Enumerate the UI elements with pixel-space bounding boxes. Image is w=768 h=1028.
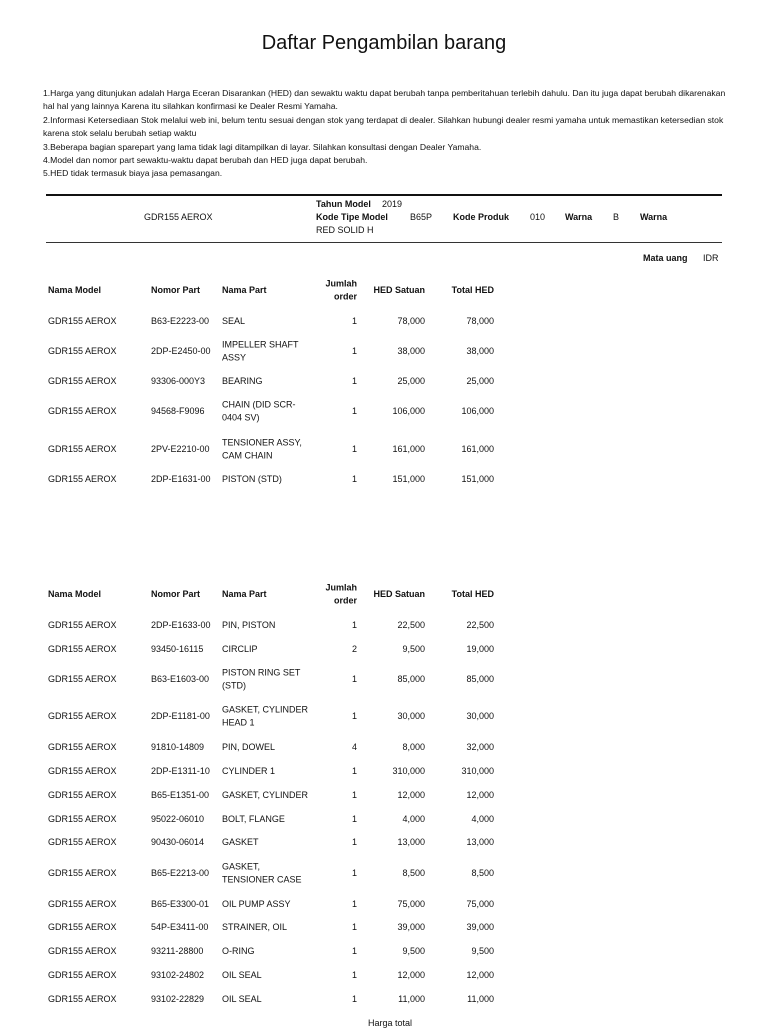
header-divider-bottom [46,242,722,243]
row-total: 4,000 [471,814,494,824]
col-header-total: Total HED [451,285,494,295]
row-part-no: B65-E3300-01 [151,899,210,909]
row-model: GDR155 AEROX [48,946,117,956]
row-qty: 1 [351,620,357,630]
note-1: 1.Harga yang ditunjukan adalah Harga Eceran Disarankan (HED) dan sewaktu waktu dapat berubah tanpa pemberitahuan terlebih dahulu. Dan itu juga dapat berubah dikarenakan hal hal yang lainnya Karena itu silahkan konfirmasi ke Dealer Resmi Yamaha. [43,88,726,112]
col-header-part-name: Nama Part [222,588,267,599]
row-part-no: 2DP-E1181-00 [151,711,210,721]
row-part-name: PIN, DOWEL [222,741,276,752]
row-part-no: 2DP-E1631-00 [151,474,211,484]
row-qty: 2 [351,644,357,654]
row-part-name: PIN, PISTON [222,619,276,630]
row-qty: 1 [351,474,357,484]
row-unit-price: 9,500 [402,644,425,654]
row-part-name: OIL SEAL [222,993,262,1004]
row-total: 12,000 [466,970,494,980]
row-part-name: IMPELLER SHAFT ASSY [222,339,299,362]
row-model: GDR155 AEROX [48,711,117,721]
row-part-name: OIL SEAL [222,969,262,980]
row-part-no: 2DP-E2450-00 [151,346,211,356]
row-model: GDR155 AEROX [48,994,117,1004]
row-unit-price: 38,000 [397,346,425,356]
row-qty: 1 [351,674,357,684]
row-model: GDR155 AEROX [48,742,117,752]
row-total: 8,500 [471,868,494,878]
col-header-unit-price: HED Satuan [373,285,425,295]
row-part-name: OIL PUMP ASSY [222,898,291,909]
row-model: GDR155 AEROX [48,970,117,980]
note-5: 5.HED tidak termasuk biaya jasa pemasangan. [43,168,223,179]
row-total: 39,000 [466,922,494,932]
row-qty: 1 [351,316,357,326]
row-qty: 1 [351,994,357,1004]
row-qty: 1 [351,868,357,878]
note-2: 2.Informasi Ketersediaan Stok melalui web ini, belum tentu sesuai dengan stok yang terdapat di dealer. Silahkan hubungi dealer resmi yamaha untuk memastikan ketersedian stok karena stok selalu berubah setiap waktu [43,114,724,139]
row-unit-price: 9,500 [402,946,425,956]
row-part-name: GASKET, CYLINDER HEAD 1 [222,704,309,727]
row-part-no: 2DP-E1311-10 [151,766,210,776]
row-part-name: O-RING [222,945,255,956]
color-label: Warna [565,212,593,222]
row-model: GDR155 AEROX [48,474,117,484]
row-total: 11,000 [467,994,494,1004]
row-qty: 1 [351,711,357,721]
currency-label: Mata uang [643,253,688,263]
row-unit-price: 8,000 [402,742,425,752]
row-model: GDR155 AEROX [48,899,117,909]
row-model: GDR155 AEROX [48,837,117,847]
row-total: 9,500 [471,946,494,956]
row-model: GDR155 AEROX [48,814,117,824]
row-qty: 1 [351,899,357,909]
row-part-name: SEAL [222,315,246,326]
row-model: GDR155 AEROX [48,644,117,654]
row-model: GDR155 AEROX [48,316,117,326]
row-unit-price: 151,000 [392,474,425,484]
row-part-no: 93102-24802 [151,970,205,980]
col-header-qty: Jumlah order [325,278,357,301]
row-unit-price: 78,000 [397,316,425,326]
row-model: GDR155 AEROX [48,620,117,630]
row-qty: 1 [351,970,357,980]
row-model: GDR155 AEROX [48,406,117,416]
row-unit-price: 25,000 [397,376,425,386]
row-part-no: 93211-28800 [151,946,204,956]
row-part-name: TENSIONER ASSY, CAM CHAIN [222,437,302,460]
row-unit-price: 11,000 [398,994,425,1004]
row-unit-price: 22,500 [397,620,425,630]
row-unit-price: 12,000 [397,790,425,800]
row-part-no: B63-E1603-00 [151,674,210,684]
row-part-no: 90430-06014 [151,837,205,847]
row-model: GDR155 AEROX [48,790,117,800]
row-qty: 1 [351,406,357,416]
product-code-value: 010 [530,212,546,222]
row-model: GDR155 AEROX [48,346,117,356]
year-label: Tahun Model [316,199,371,209]
row-part-no: B63-E2223-00 [151,316,210,326]
product-code-label: Kode Produk [453,212,510,222]
row-part-name: BEARING [222,375,263,386]
row-unit-price: 75,000 [397,899,425,909]
row-unit-price: 161,000 [392,444,425,454]
row-total: 161,000 [461,444,494,454]
row-unit-price: 310,000 [392,766,425,776]
row-part-name: GASKET [222,836,259,847]
row-part-no: 93450-16115 [151,644,204,654]
col-header-unit-price: HED Satuan [373,589,425,599]
type-code-value: B65P [410,212,433,222]
row-model: GDR155 AEROX [48,376,117,386]
row-part-no: 94568-F9096 [151,406,205,416]
row-unit-price: 39,000 [397,922,425,932]
row-part-name: CIRCLIP [222,643,258,654]
row-part-name: STRAINER, OIL [222,921,288,932]
notes [43,87,733,181]
row-part-name: GASKET, CYLINDER [222,789,309,800]
row-qty: 1 [351,376,357,386]
row-total: 75,000 [466,899,494,909]
header-divider-top [46,194,722,196]
row-total: 30,000 [466,711,494,721]
row-model: GDR155 AEROX [48,674,117,684]
row-part-name: PISTON (STD) [222,473,282,484]
row-unit-price: 30,000 [397,711,425,721]
row-total: 19,000 [466,644,494,654]
row-part-no: 91810-14809 [151,742,205,752]
row-qty: 1 [351,814,357,824]
row-part-name: GASKET, TENSIONER CASE [222,861,302,884]
row-model: GDR155 AEROX [48,922,117,932]
row-unit-price: 4,000 [402,814,425,824]
row-part-name: BOLT, FLANGE [222,813,285,824]
row-total: 85,000 [466,674,494,684]
row-part-no: 2PV-E2210-00 [151,444,210,454]
row-qty: 1 [351,790,357,800]
row-total: 151,000 [461,474,494,484]
row-total: 78,000 [466,316,494,326]
currency-value: IDR [703,253,719,263]
row-qty: 1 [351,444,357,454]
row-part-no: 93102-22829 [151,994,205,1004]
color-label-2: Warna [640,212,668,222]
col-header-qty: Jumlah order [325,582,357,605]
row-qty: 1 [351,346,357,356]
col-header-model: Nama Model [48,285,102,295]
grand-total-label: Harga total [368,1018,413,1028]
row-qty: 1 [351,922,357,932]
row-unit-price: 85,000 [397,674,425,684]
year-value: 2019 [382,199,403,209]
note-4: 4.Model dan nomor part sewaktu-waktu dapat berubah dan HED juga dapat berubah. [43,155,368,166]
col-header-part-name: Nama Part [222,284,267,295]
row-part-no: 95022-06010 [151,814,205,824]
row-total: 310,000 [461,766,494,776]
row-part-name: PISTON RING SET (STD) [222,667,301,690]
row-part-name: CYLINDER 1 [222,765,276,776]
color-name: RED SOLID H [316,225,374,235]
row-part-no: B65-E1351-00 [151,790,210,800]
row-unit-price: 13,000 [397,837,425,847]
row-unit-price: 12,000 [397,970,425,980]
row-total: 13,000 [466,837,494,847]
col-header-total: Total HED [451,589,494,599]
row-part-no: 2DP-E1633-00 [151,620,211,630]
color-code: B [613,212,620,222]
row-unit-price: 8,500 [402,868,425,878]
row-qty: 1 [351,837,357,847]
row-total: 25,000 [466,376,494,386]
row-part-name: CHAIN (DID SCR-0404 SV) [222,399,296,422]
row-unit-price: 106,000 [392,406,425,416]
row-total: 12,000 [466,790,494,800]
note-3: 3.Beberapa bagian sparepart yang lama tidak lagi ditampilkan di layar. Silahkan konsultasi dengan Dealer Yamaha. [43,141,482,152]
row-model: GDR155 AEROX [48,868,117,878]
row-total: 38,000 [466,346,494,356]
row-part-no: 93306-000Y3 [151,376,206,386]
row-total: 22,500 [466,620,494,630]
row-total: 106,000 [461,406,494,416]
row-model: GDR155 AEROX [48,766,117,776]
vehicle-model: GDR155 AEROX [144,212,213,222]
row-part-no: B65-E2213-00 [151,868,210,878]
col-header-part-no: Nomor Part [151,589,201,599]
col-header-part-no: Nomor Part [151,285,201,295]
type-code-label: Kode Tipe Model [316,212,388,222]
row-part-no: 54P-E3411-00 [151,922,209,932]
row-total: 32,000 [466,742,494,752]
col-header-model: Nama Model [48,589,102,599]
row-qty: 1 [351,766,357,776]
row-model: GDR155 AEROX [48,444,117,454]
row-qty: 1 [351,946,357,956]
page-title: Daftar Pengambilan barang [261,32,507,54]
row-qty: 4 [351,742,357,752]
